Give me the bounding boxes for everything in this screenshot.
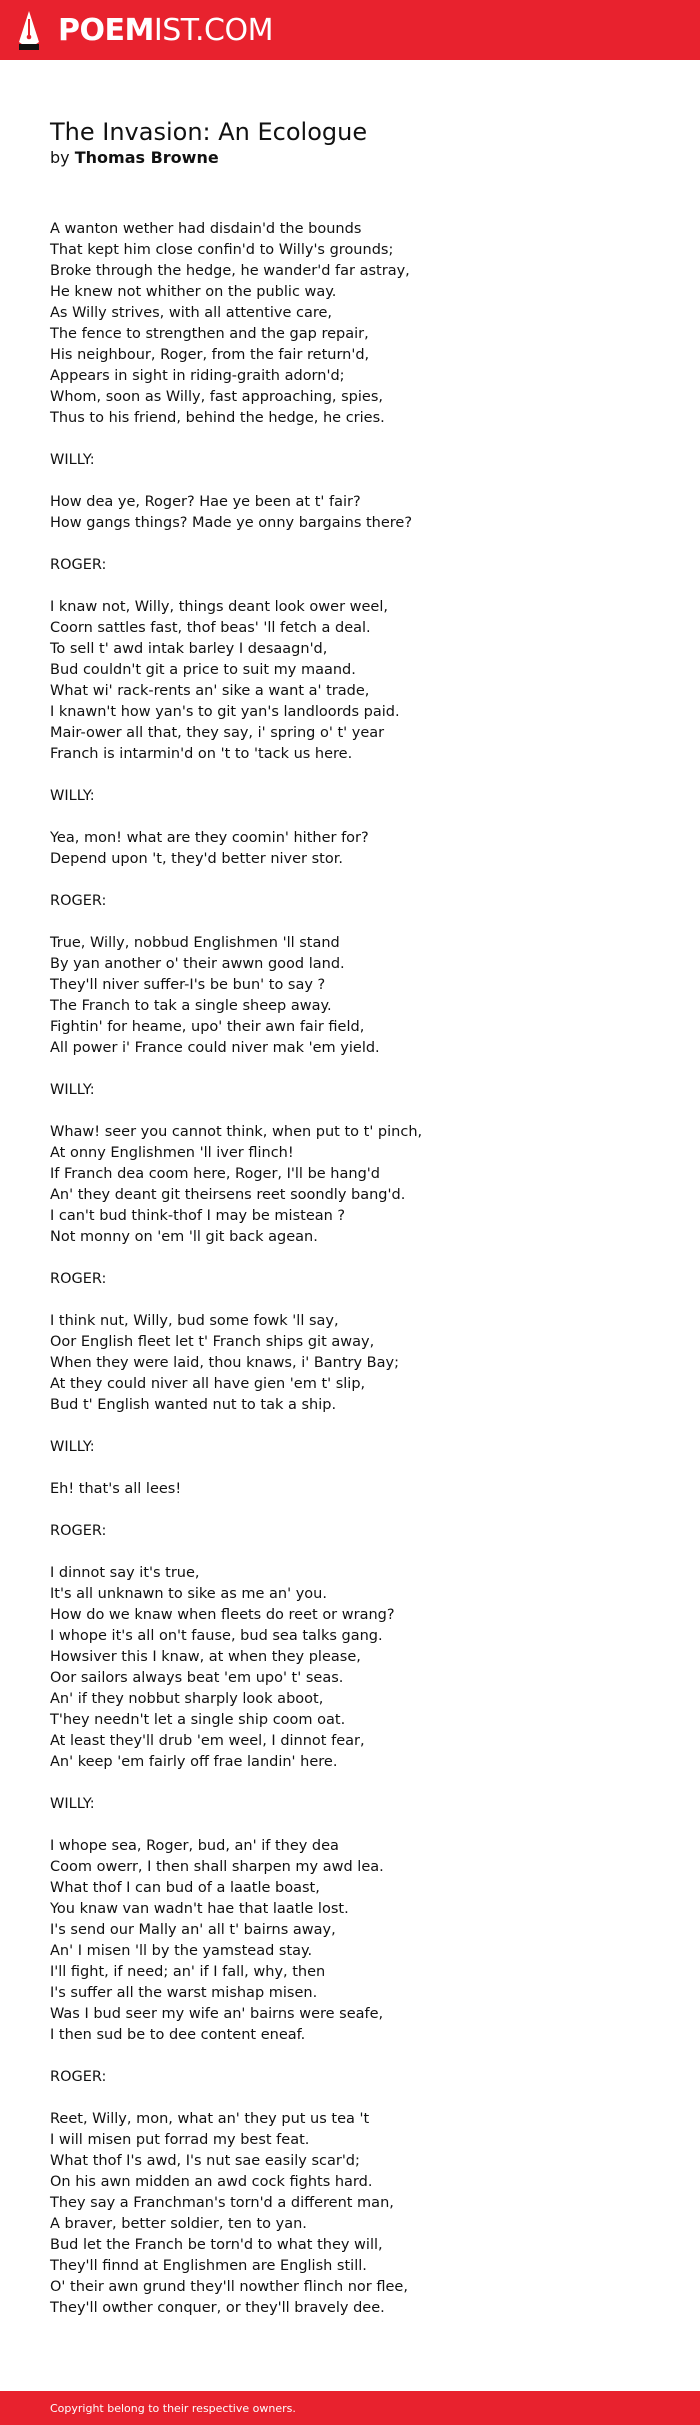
stanza (50, 1122, 650, 1248)
poem-line: What thof I can bud of a laatle boast, (50, 1880, 320, 1896)
poem-line: ROGER: (50, 557, 107, 573)
poem-line: All power i' France could niver mak 'em yield. (50, 1040, 380, 1056)
poem-body (50, 219, 650, 2340)
poem-line: Mair-ower all that, they say, i' spring o' t' year (50, 725, 385, 741)
poem-line: Whom, soon as Willy, fast approaching, spies, (50, 389, 383, 405)
stanza (50, 450, 650, 471)
byline (50, 147, 219, 169)
poem-line: WILLY: (50, 1082, 95, 1098)
poem-line: O' their awn grund they'll nowther flinch nor flee, (50, 2279, 408, 2295)
site-footer (0, 2391, 700, 2425)
poem-line: They'll niver suffer-I's be bun' to say ? (50, 977, 326, 993)
poem-line: I's suffer all the warst mishap misen. (50, 1985, 318, 2001)
site-logo[interactable] (18, 10, 273, 50)
poem-line: WILLY: (50, 1439, 95, 1455)
poem-line: You knaw van wadn't hae that laatle lost. (50, 1901, 349, 1917)
poem-line: WILLY: (50, 452, 95, 468)
stanza (50, 2067, 650, 2088)
poem-line: It's all unknawn to sike as me an' you. (50, 1586, 327, 1602)
poem-line: He knew not whither on the public way. (50, 284, 337, 300)
poem-line: Reet, Willy, mon, what an' they put us tea 't (50, 2111, 370, 2127)
poem-line: I whope it's all on't fause, bud sea talks gang. (50, 1628, 383, 1644)
poem-line: How do we knaw when fleets do reet or wrang? (50, 1607, 395, 1623)
poem-line: If Franch dea coom here, Roger, I'll be hang'd (50, 1166, 380, 1182)
poem-line: Depend upon 't, they'd better niver stor. (50, 851, 343, 867)
poem-line: An' they deant git theirsens reet soondly bang'd. (50, 1187, 406, 1203)
poem-line: Bud couldn't git a price to suit my maand. (50, 662, 356, 678)
stanza (50, 219, 650, 429)
stanza (50, 933, 650, 1059)
poem-line: Not monny on 'em 'll git back agean. (50, 1229, 318, 1245)
poem-line: Appears in sight in riding-graith adorn'd; (50, 368, 345, 384)
poem-line: How gangs things? Made ye onny bargains there? (50, 515, 413, 531)
poem-line: That kept him close confin'd to Willy's grounds; (50, 242, 394, 258)
stanza (50, 891, 650, 912)
poem-line: Franch is intarmin'd on 't to 'tack us here. (50, 746, 353, 762)
poem-line: When they were laid, thou knaws, i' Bantry Bay; (50, 1355, 399, 1371)
poem-line: True, Willy, nobbud Englishmen 'll stand (50, 935, 340, 951)
stanza (50, 1563, 650, 1773)
poem-line: Thus to his friend, behind the hedge, he cries. (50, 410, 385, 426)
poem-line: I think nut, Willy, bud some fowk 'll say, (50, 1313, 339, 1329)
stanza (50, 555, 650, 576)
poem-line: Oor sailors always beat 'em upo' t' seas. (50, 1670, 344, 1686)
poem-line: Fightin' for heame, upo' their awn fair field, (50, 1019, 365, 1035)
poem-line: WILLY: (50, 1796, 95, 1812)
stanza (50, 1269, 650, 1290)
stanza (50, 1080, 650, 1101)
poem-line: ROGER: (50, 893, 107, 909)
poem-line: I whope sea, Roger, bud, an' if they dea (50, 1838, 339, 1854)
poem-line: An' if they nobbut sharply look aboot, (50, 1691, 324, 1707)
poem-line: Bud let the Franch be torn'd to what they will, (50, 2237, 383, 2253)
poem-line: At onny Englishmen 'll iver flinch! (50, 1145, 294, 1161)
poem-line: A braver, better soldier, ten to yan. (50, 2216, 307, 2232)
poem-line: Yea, mon! what are they coomin' hither for? (50, 830, 369, 846)
poem-line: An' I misen 'll by the yamstead stay. (50, 1943, 313, 1959)
stanza (50, 2109, 650, 2319)
poem-line: They'll finnd at Englishmen are English still. (50, 2258, 367, 2274)
poem-line: Howsiver this I knaw, at when they please, (50, 1649, 361, 1665)
poem-line: Broke through the hedge, he wander'd far astray, (50, 263, 410, 279)
poem-line: What wi' rack-rents an' sike a want a' trade, (50, 683, 370, 699)
brand-name: POEMIST.COM (58, 12, 273, 48)
poem-line: At least they'll drub 'em weel, I dinnot fear, (50, 1733, 365, 1749)
stanza (50, 1479, 650, 1500)
poem-line: To sell t' awd intak barley I desaagn'd, (50, 641, 328, 657)
poem-line: I knawn't how yan's to git yan's landloords paid. (50, 704, 400, 720)
stanza (50, 1311, 650, 1416)
stanza (50, 597, 650, 765)
copyright-notice: Copyright belong to their respective owners. (50, 2402, 296, 2415)
site-header (0, 0, 700, 60)
poem-line: An' keep 'em fairly off frae landin' here. (50, 1754, 338, 1770)
poem-line: The fence to strengthen and the gap repair, (50, 326, 369, 342)
poem-line: A wanton wether had disdain'd the bounds (50, 221, 362, 237)
poem-line: T'hey needn't let a single ship coom oat. (50, 1712, 346, 1728)
poem-line: The Franch to tak a single sheep away. (50, 998, 332, 1014)
poem-line: ROGER: (50, 2069, 107, 2085)
poem-line: On his awn midden an awd cock fights hard. (50, 2174, 373, 2190)
poem-line: By yan another o' their awwn good land. (50, 956, 345, 972)
poem-line: What thof I's awd, I's nut sae easily scar'd; (50, 2153, 360, 2169)
stanza (50, 1836, 650, 2046)
stanza (50, 1794, 650, 1815)
poem-line: I then sud be to dee content eneaf. (50, 2027, 306, 2043)
poem-line: Was I bud seer my wife an' bairns were seafe, (50, 2006, 384, 2022)
poem-line: I will misen put forrad my best feat. (50, 2132, 310, 2148)
stanza (50, 786, 650, 807)
poem-line: His neighbour, Roger, from the fair return'd, (50, 347, 370, 363)
stanza (50, 492, 650, 534)
poem-line: I dinnot say it's true, (50, 1565, 200, 1581)
stanza (50, 1521, 650, 1542)
poem-line: Oor English fleet let t' Franch ships git away, (50, 1334, 375, 1350)
stanza (50, 828, 650, 870)
poem-line: I'll fight, if need; an' if I fall, why, then (50, 1964, 326, 1980)
poem-line: I can't bud think-thof I may be mistean ? (50, 1208, 346, 1224)
poem-line: WILLY: (50, 788, 95, 804)
poem-line: I's send our Mally an' all t' bairns away, (50, 1922, 336, 1938)
author-name: Thomas Browne (74, 148, 219, 167)
poem-line: Whaw! seer you cannot think, when put to t' pinch, (50, 1124, 423, 1140)
poem-line: Bud t' English wanted nut to tak a ship. (50, 1397, 337, 1413)
poem-line: At they could niver all have gien 'em t' slip, (50, 1376, 366, 1392)
by-label: by (50, 148, 70, 167)
poem-line: Coorn sattles fast, thof beas' 'll fetch a deal. (50, 620, 371, 636)
poem-line: I knaw not, Willy, things deant look ower weel, (50, 599, 388, 615)
poem-line: ROGER: (50, 1523, 107, 1539)
poem-line: How dea ye, Roger? Hae ye been at t' fair? (50, 494, 361, 510)
poem-line: Coom owerr, I then shall sharpen my awd lea. (50, 1859, 384, 1875)
stanza (50, 1437, 650, 1458)
poem-line: Eh! that's all lees! (50, 1481, 182, 1497)
poem-line: They'll owther conquer, or they'll bravely dee. (50, 2300, 385, 2316)
pen-nib-icon (18, 10, 40, 50)
poem-line: They say a Franchman's torn'd a different man, (50, 2195, 394, 2211)
poem-line: ROGER: (50, 1271, 107, 1287)
poem-line: As Willy strives, with all attentive care, (50, 305, 333, 321)
poem-title: The Invasion: An Ecologue (50, 118, 368, 146)
